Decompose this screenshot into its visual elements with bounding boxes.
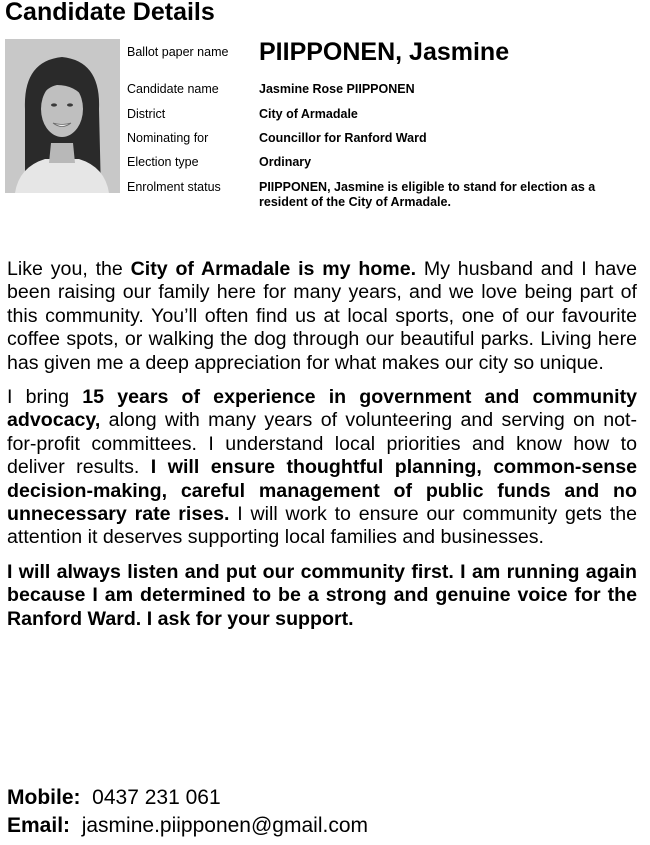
- p3-emphasis: I will always listen and put our community first. I am running again because I am determined to be a strong and genuine voice for the Ranford Ward. I ask for your support.: [7, 560, 637, 630]
- mobile-number: 0437 231 061: [92, 786, 221, 809]
- p2-emphasis: 15 years of experience in government and community advocacy,: [7, 386, 637, 432]
- p2-text: I bring: [7, 386, 83, 409]
- p1-text-rest: My husband and I have been raising our family here for many years, and we love being part of this community. You’ll often find us at local sports, one of our favourite coffee spots, or walking the dog through our beautiful parks. Living here has given me a deep appreciation for what makes our city so unique.: [7, 258, 637, 374]
- election-type-value: Ordinary: [259, 155, 312, 169]
- statement-paragraph-3: [7, 561, 637, 631]
- p1-text: Like you, the: [7, 258, 131, 280]
- p2-text-mid: along with many years of volunteering and serving on not-for-profit committees. I understand local priorities and know how to deliver results.: [7, 409, 637, 479]
- nominating-value: Councillor for Ranford Ward: [259, 131, 427, 145]
- candidate-portrait-image: [5, 39, 120, 193]
- contact-details: [7, 784, 637, 840]
- enrolment-value: PIIPPONEN, Jasmine is eligible to stand for election as a resident of the City of Armadale.: [259, 180, 596, 209]
- ballot-paper-label: Ballot paper name: [127, 45, 229, 59]
- p2-text-rest: I will work to ensure our community gets the attention it deserves supporting local families and businesses.: [7, 503, 637, 549]
- page-title: Candidate Details: [5, 0, 215, 26]
- candidate-statement: [7, 258, 637, 642]
- statement-paragraph-2: [7, 386, 637, 550]
- candidate-name-value: Jasmine Rose PIIPPONEN: [259, 82, 415, 96]
- nominating-label: Nominating for: [127, 131, 209, 145]
- p1-emphasis: City of Armadale is my home.: [130, 258, 417, 280]
- statement-paragraph-1: [7, 258, 637, 375]
- district-label: District: [127, 107, 166, 121]
- district-value: City of Armadale: [259, 107, 358, 121]
- candidate-photo: [5, 39, 120, 193]
- email-row: [7, 812, 637, 840]
- p2-emphasis-2: I will ensure thoughtful planning, common-sense decision-making, careful management of public funds and no unnecessary rate rises.: [7, 456, 637, 526]
- email-address: jasmine.piipponen@gmail.com: [81, 814, 368, 837]
- election-type-label: Election type: [127, 155, 199, 169]
- ballot-paper-name: PIIPPONEN, Jasmine: [259, 38, 510, 66]
- mobile-label: Mobile:: [7, 786, 93, 809]
- enrolment-label: Enrolment status: [127, 180, 221, 194]
- mobile-row: [7, 784, 637, 812]
- email-label: Email:: [7, 814, 82, 837]
- candidate-name-label: Candidate name: [127, 82, 219, 96]
